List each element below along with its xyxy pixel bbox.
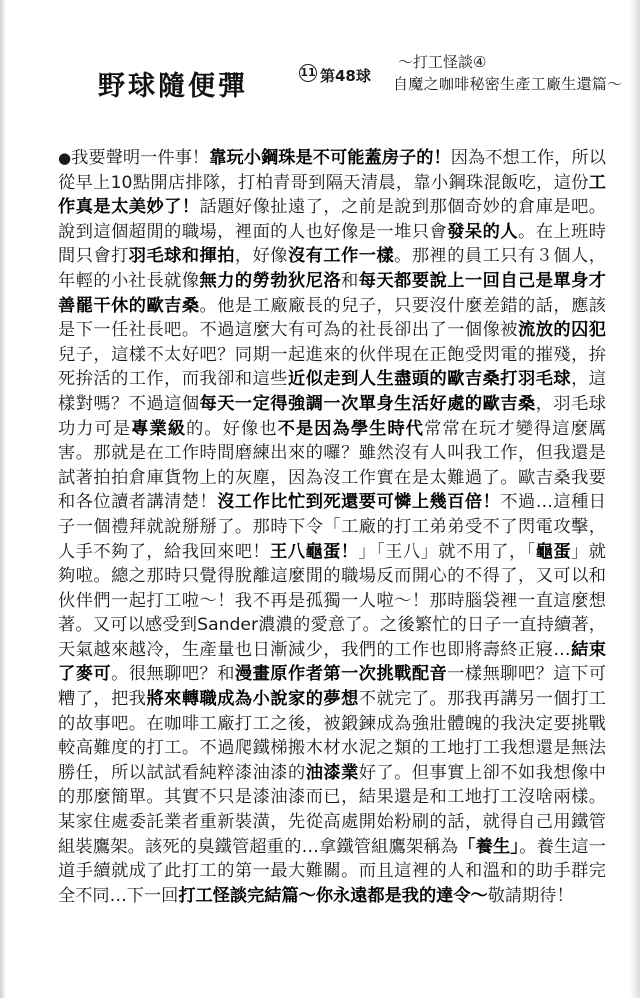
bold-text-run: 不是因為學生時代	[277, 418, 425, 439]
page-edge-right	[630, 0, 640, 998]
text-run: 的。好像也	[186, 418, 278, 439]
article-body	[58, 146, 606, 908]
column-title: 野球隨便彈	[98, 71, 248, 102]
text-run: 。他是工廠廠長的兒子，只要沒什麼差錯的話，應該是下一任社長吧。不過這麼大有可為的社長卻出了一個像被	[58, 295, 606, 341]
bold-text-run: 漫畫原作者第一次挑戰配音	[234, 664, 448, 685]
bold-text-run: 每天一定得強調一次單身生活好處的歐吉桑	[199, 393, 536, 414]
subtitle-line-2: 自魔之咖啡秘密生產工廠生還篇～	[393, 75, 623, 93]
chapter-label: 第48球	[320, 67, 371, 85]
text-run: ，這樣對嗎？不過這個	[58, 369, 606, 414]
article-header	[0, 0, 640, 130]
text-run: 因為不想工作，所以從早上10點開店排隊，打柏青哥到隔天清晨，靠小鋼珠混飯吃，這份	[58, 148, 606, 193]
text-run: 。在上班時間只會打	[58, 221, 606, 267]
text-run: 。養生這一道手續就成了此打工的第一最大難關。而且這裡的人和溫和的助手群完全不同…下一回	[58, 836, 606, 906]
bullet-marker: ●	[58, 149, 72, 167]
text-run: 。很無聊吧？和	[111, 664, 235, 685]
bold-text-run: 發呆的人	[447, 221, 519, 242]
text-run: 不就完了。那我再講另一個打工的故事吧。在咖啡工廠打工之後，被鍛鍊成為強壯體魄的我決定要挑戰較高難度的打工。不過爬鐵梯搬木材水泥之類的工地打工我想還是無法勝任，所以試試看純粹漆油漆的	[58, 689, 606, 783]
bold-text-run: 王八龜蛋！	[270, 541, 359, 562]
text-run: 常常在玩才變得這麼厲害。那就是在工作時間磨練出來的囉？雖然沒有人叫我工作，但我還是試著拍拍倉庫貨物上的灰塵，因為沒工作實在是太難過了。歐吉桑我要和各位讀者講清楚！	[58, 418, 606, 513]
volume-number-badge: 11	[299, 64, 317, 82]
text-run: 兒子，這樣不太好吧？同期一起進來的伙伴現在正飽受閃電的摧殘，拚死拚活的工作，而我卻和這些	[58, 344, 606, 390]
text-run: 我要聲明一件事！	[71, 148, 210, 168]
bold-text-run: 靠玩小鋼珠是不可能蓋房子的！	[209, 148, 451, 168]
text-run: 話題好像扯遠了，之前是說到那個奇妙的倉庫是吧。說到這個超閒的職場，裡面的人也好像是一堆只會	[58, 197, 606, 242]
text-run: 」「王八」就不用了，「	[358, 541, 536, 562]
text-run: 好了。但事實上卻不如我想像中的那麼簡單。其實不只是漆油漆而已，結果還是和工地打工沒啥兩樣。某家住處委託業者重新裝潢，先從高處開始粉刷的話，就得自己用鐵管組裝鷹架。該死的臭鐵管超重的…拿鐵管組鷹架稱為	[58, 762, 606, 857]
bold-text-run: 龜蛋	[535, 541, 572, 562]
bold-text-run: 工作真是太美妙了！	[58, 172, 606, 218]
text-run: 」就夠啦。總之那時只覺得脫離這麼閒的職場反而開心的不得了，又可以和伙伴們一起打工啦～！我不再是孤獨一人啦～！那時腦袋裡一直這麼想著。又可以感受到Sander濃濃的愛意了。之後繁忙的日子一直持續著，天氣越來越冷，生產量也日漸減少，我們的工作也即將壽終正寢…	[58, 541, 606, 660]
subtitle-line-1: ～打工怪談④	[398, 53, 487, 71]
text-run: ，羽毛球功力可是	[58, 393, 606, 439]
bold-text-run: 結束了麥可	[58, 639, 606, 685]
bold-text-run: 打工怪談完結篇～你永遠都是我的達令～	[178, 885, 488, 906]
page-edge-left	[0, 0, 6, 998]
text-run: ，好像	[234, 246, 288, 267]
text-run: 一樣無聊吧？這下可糟了，把我	[58, 664, 606, 710]
bold-text-run: 羽毛球和揮拍	[128, 246, 235, 267]
bold-text-run: 每天都要說上一回自己是單身才善罷干休的歐吉桑	[58, 270, 606, 316]
bold-text-run: 無力的勞勃狄尼洛	[199, 270, 342, 291]
bold-text-run: 專業級	[131, 418, 187, 439]
bold-text-run: 近似走到人生盡頭的歐吉桑打羽毛球	[288, 369, 572, 390]
text-run: 和	[341, 270, 359, 291]
bold-text-run: 「養生」	[458, 836, 520, 857]
text-run: 不過…這種日子一個禮拜就說掰掰了。那時下令「工廠的打工弟弟受不了閃電攻擊，人手不夠了，給我回來吧！	[58, 492, 606, 562]
bold-text-run: 將來轉職成為小說家的夢想	[146, 689, 359, 710]
text-run: 敬請期待！	[487, 885, 574, 906]
bold-text-run: 流放的囚犯	[518, 320, 606, 341]
text-run: 。那裡的員工只有３個人，年輕的小社長就像	[58, 246, 606, 291]
bold-text-run: 油漆業	[305, 762, 359, 783]
bold-text-run: 沒有工作一樣	[288, 246, 395, 267]
bold-text-run: 沒工作比忙到死還要可憐上幾百倍！	[217, 492, 501, 513]
